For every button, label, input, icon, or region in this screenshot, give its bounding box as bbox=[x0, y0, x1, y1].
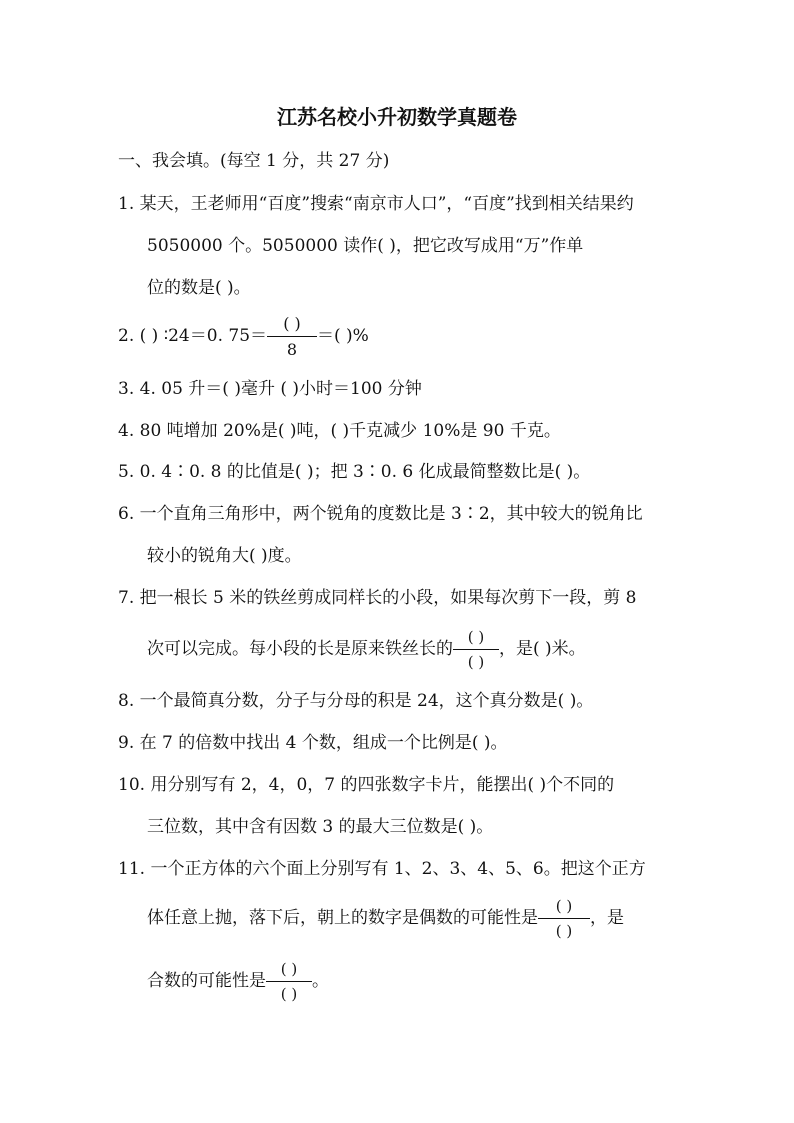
question-4: 4. 80 吨增加 20%是( )吨，( )千克减少 10%是 90 千克。 bbox=[118, 421, 561, 441]
question-9: 9. 在 7 的倍数中找出 4 个数，组成一个比例是( )。 bbox=[118, 733, 508, 753]
question-11-line-2 bbox=[147, 885, 624, 951]
fraction-blank bbox=[538, 897, 590, 941]
fraction-numerator: ( ) bbox=[283, 313, 301, 333]
fraction-bar bbox=[267, 336, 317, 337]
question-2-suffix: ＝( )% bbox=[317, 326, 369, 346]
question-10-line-1: 10. 用分别写有 2，4，0，7 的四张数字卡片，能摆出( )个不同的 bbox=[118, 775, 615, 795]
fraction-denominator: 8 bbox=[286, 339, 298, 359]
question-10-line-2: 三位数，其中含有因数 3 的最大三位数是( )。 bbox=[147, 817, 494, 837]
question-6-line-2: 较小的锐角大( )度。 bbox=[147, 546, 302, 566]
question-11-suffix: 。 bbox=[312, 971, 329, 991]
question-11-line-3 bbox=[147, 948, 329, 1014]
question-2-prefix: 2. ( ) ∶24＝0. 75＝ bbox=[118, 326, 268, 346]
question-7-line-2 bbox=[147, 616, 586, 682]
question-11-line-1: 11. 一个正方体的六个面上分别写有 1、2、3、4、5、6。把这个正方 bbox=[118, 859, 646, 879]
question-11-prefix-2: 合数的可能性是 bbox=[147, 971, 266, 991]
question-7-suffix: ，是( )米。 bbox=[499, 639, 586, 659]
fraction-denominator: ( ) bbox=[280, 984, 298, 1003]
fraction-numerator: ( ) bbox=[555, 896, 573, 915]
page-title: 江苏名校小升初数学真题卷 bbox=[277, 105, 517, 129]
fraction-numerator: ( ) bbox=[280, 959, 298, 978]
question-7-line-1: 7. 把一根长 5 米的铁丝剪成同样长的小段，如果每次剪下一段，剪 8 bbox=[118, 588, 637, 608]
fraction-blank bbox=[267, 314, 317, 360]
question-7-prefix: 次可以完成。每小段的长是原来铁丝长的 bbox=[147, 639, 453, 659]
question-5: 5. 0. 4∶0. 8 的比值是( )；把 3∶0. 6 化成最简整数比是( )。 bbox=[118, 462, 591, 482]
fraction-bar bbox=[453, 649, 499, 650]
fraction-blank bbox=[453, 628, 499, 672]
question-6-line-1: 6. 一个直角三角形中，两个锐角的度数比是 3∶2，其中较大的锐角比 bbox=[118, 504, 643, 524]
question-11-middle: ，是 bbox=[590, 908, 624, 928]
question-1-line-3: 位的数是( )。 bbox=[147, 278, 251, 298]
question-1-line-2: 5050000 个。5050000 读作( )，把它改写成用“万”作单 bbox=[147, 236, 584, 256]
question-11-prefix: 体任意上抛，落下后，朝上的数字是偶数的可能性是 bbox=[147, 908, 538, 928]
section-heading: 一、我会填。(每空 1 分，共 27 分) bbox=[118, 151, 390, 171]
fraction-bar bbox=[538, 918, 590, 919]
fraction-denominator: ( ) bbox=[555, 921, 573, 940]
fraction-denominator: ( ) bbox=[467, 652, 485, 671]
question-1-line-1: 1. 某天，王老师用“百度”搜索“南京市人口”，“百度”找到相关结果约 bbox=[118, 194, 634, 214]
question-8: 8. 一个最简真分数，分子与分母的积是 24，这个真分数是( )。 bbox=[118, 691, 594, 711]
fraction-numerator: ( ) bbox=[467, 627, 485, 646]
fraction-blank bbox=[266, 960, 312, 1004]
question-2 bbox=[118, 303, 369, 369]
question-3: 3. 4. 05 升＝( )毫升 ( )小时＝100 分钟 bbox=[118, 379, 422, 399]
fraction-bar bbox=[266, 981, 312, 982]
